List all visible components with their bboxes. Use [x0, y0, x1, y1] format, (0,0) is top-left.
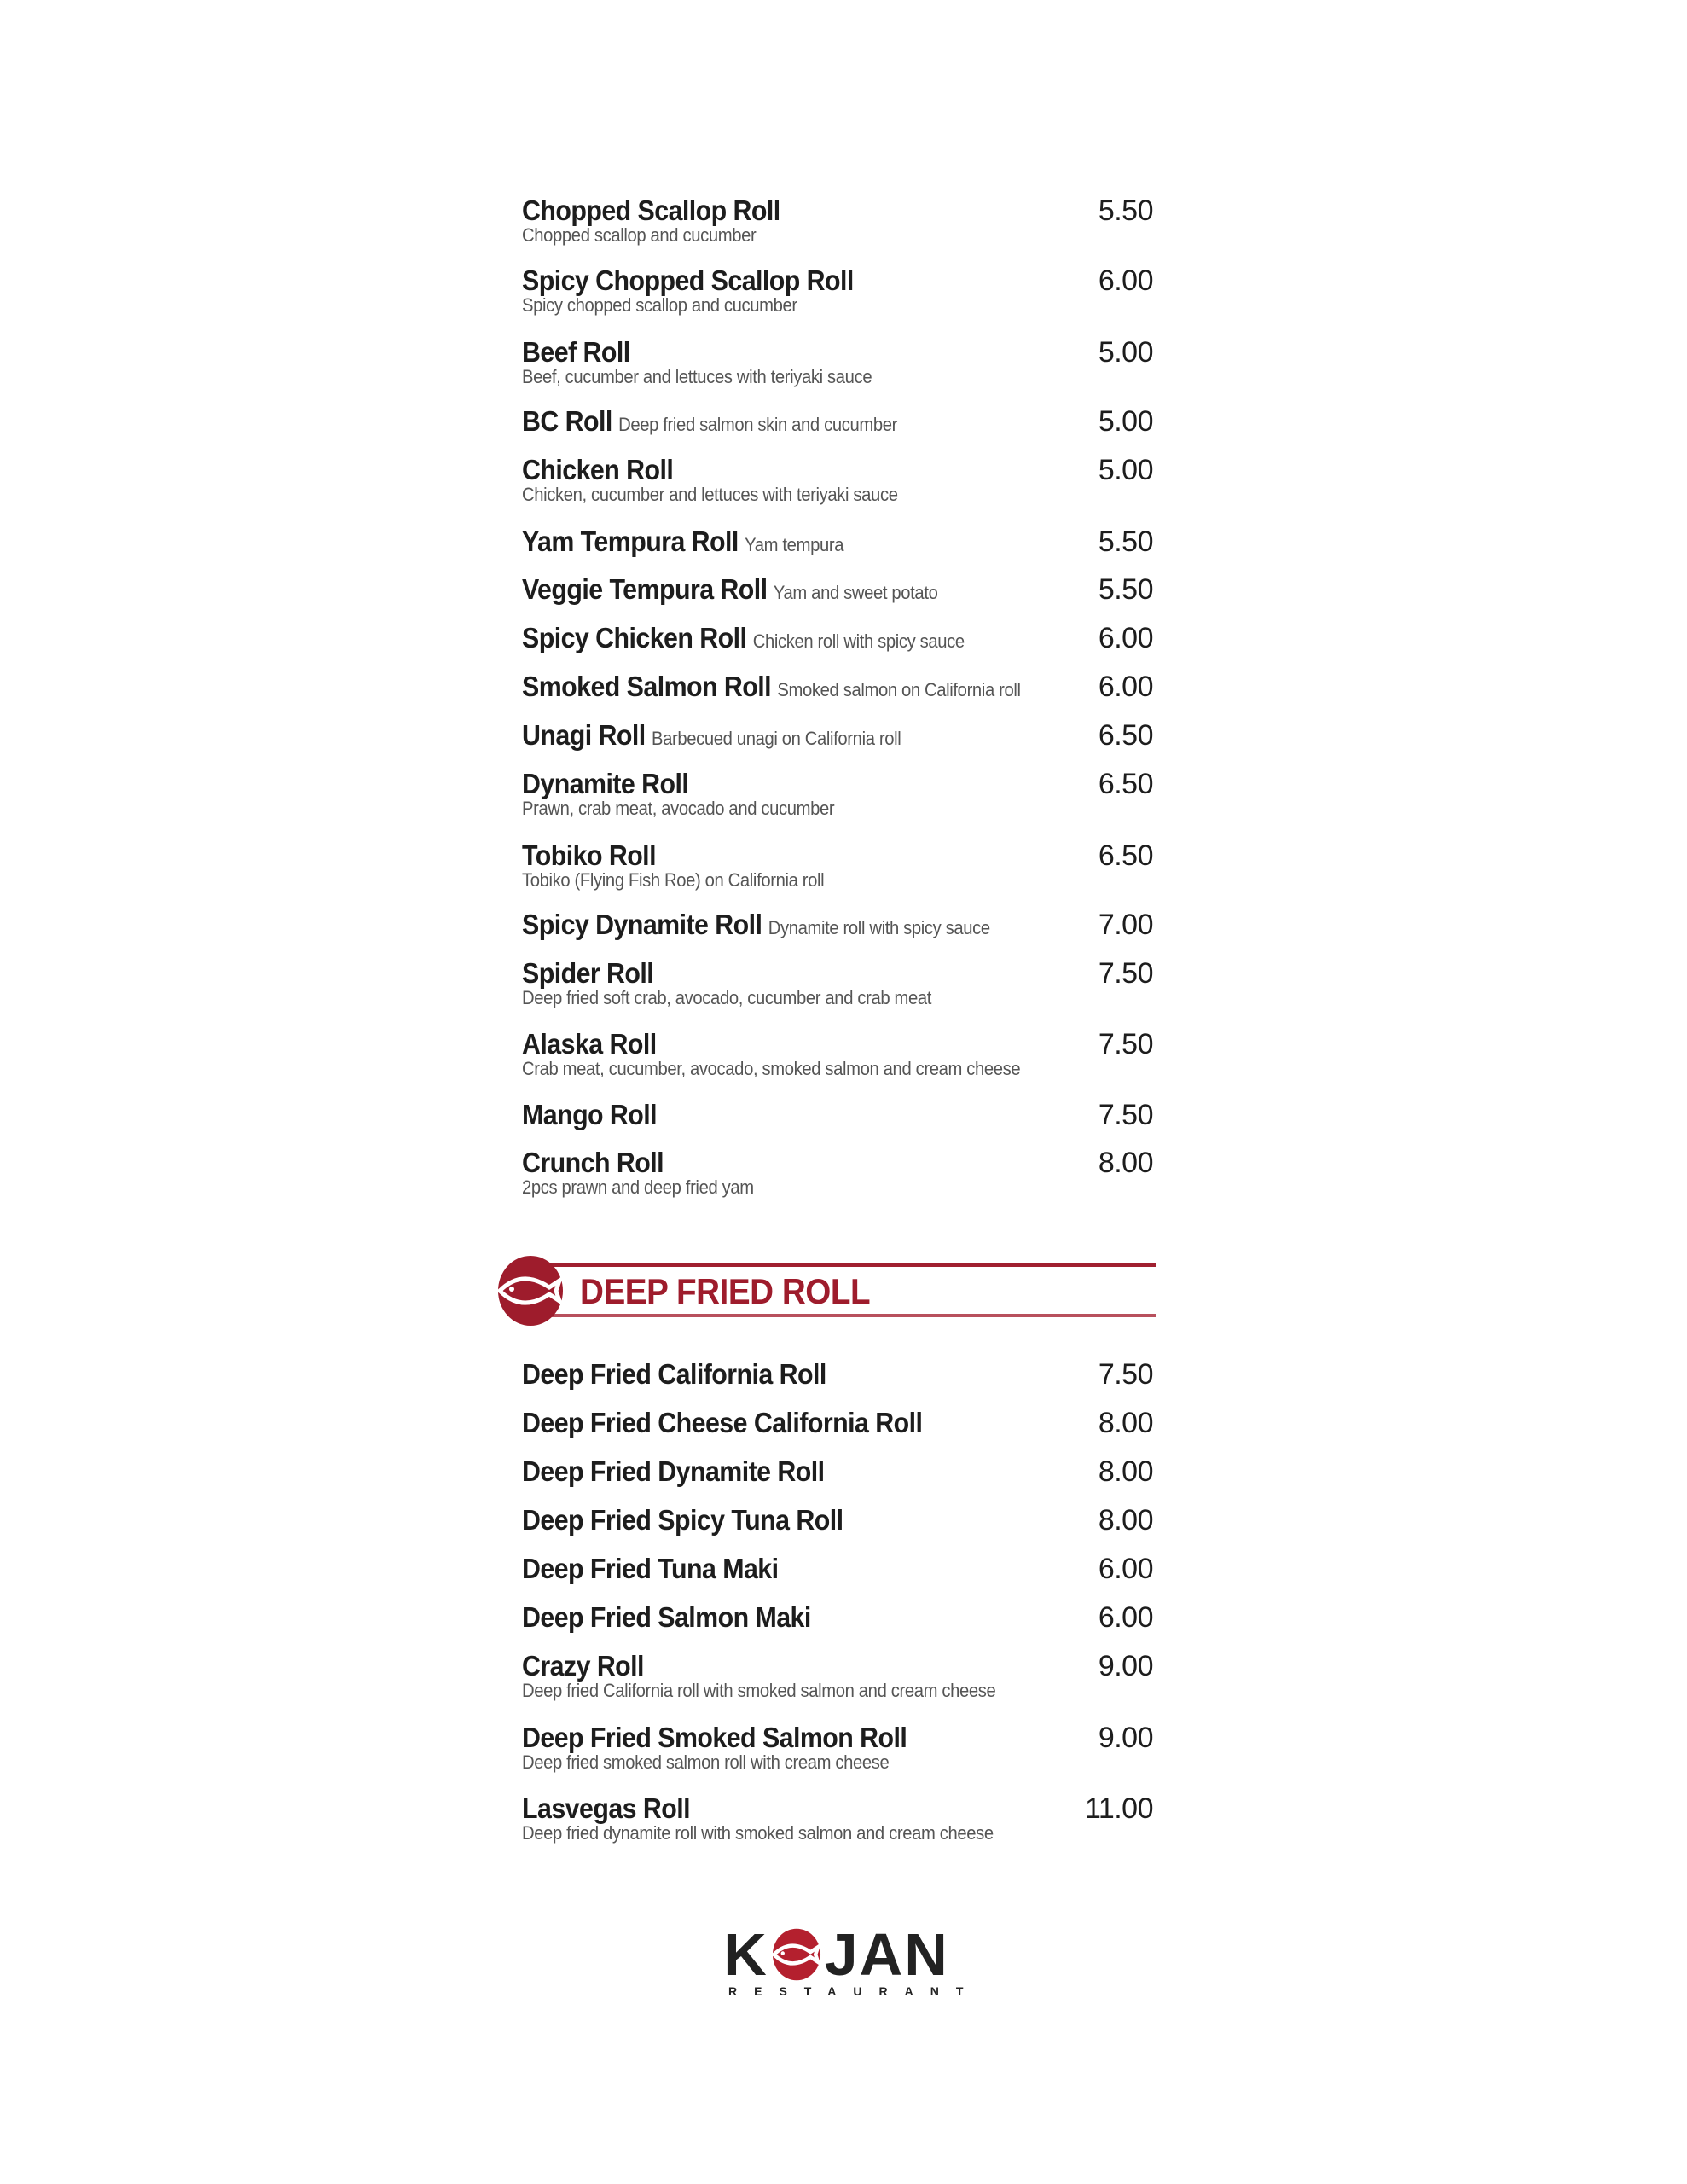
menu-item-row [522, 1722, 1153, 1755]
item-price: 7.50 [1098, 1358, 1153, 1391]
item-name: Deep Fried Salmon Maki [522, 1601, 811, 1633]
menu-item [522, 1504, 1153, 1537]
menu-item [522, 1792, 1153, 1844]
item-price: 7.00 [1098, 909, 1153, 941]
item-price: 8.00 [1098, 1455, 1153, 1488]
item-price: 9.00 [1098, 1722, 1153, 1754]
logo-subtitle: RESTAURANT [728, 1984, 981, 1998]
item-price: 6.50 [1098, 839, 1153, 872]
menu-item-row [522, 1407, 1153, 1440]
item-name: Deep Fried Tuna Maki [522, 1553, 779, 1584]
item-description: Barbecued unagi on California roll [651, 728, 901, 749]
menu-item-row [522, 1099, 1153, 1132]
menu-item [522, 1553, 1153, 1586]
item-price: 8.00 [1098, 1407, 1153, 1439]
menu-item-row [522, 909, 1153, 942]
item-description: Tobiko (Flying Fish Roe) on California roll [522, 869, 825, 891]
item-price: 6.00 [1098, 1601, 1153, 1634]
item-description: Chicken roll with spicy sauce [752, 630, 965, 652]
item-description: Spicy chopped scallop and cucumber [522, 294, 797, 316]
item-price: 6.00 [1098, 1553, 1153, 1585]
menu-item [522, 1358, 1153, 1391]
logo-wordmark: K JAN [723, 1921, 949, 1988]
item-price: 7.50 [1098, 1028, 1153, 1060]
menu-item-row [522, 719, 1153, 752]
restaurant-logo [715, 1921, 981, 2003]
item-name: Dynamite Roll [522, 768, 689, 799]
menu-item-row [522, 454, 1153, 487]
item-description: Prawn, crab meat, avocado and cucumber [522, 798, 835, 819]
menu-item-row [522, 264, 1153, 298]
item-name: Deep Fried Spicy Tuna Roll [522, 1504, 844, 1536]
menu-item [522, 195, 1153, 247]
item-price: 5.50 [1098, 195, 1153, 227]
menu-item [522, 454, 1153, 506]
item-name: Unagi Roll Barbecued unagi on California roll [522, 719, 901, 751]
menu-item-row [522, 1028, 1153, 1061]
item-description: Deep fried soft crab, avocado, cucumber and crab meat [522, 987, 932, 1008]
menu-item [522, 1099, 1153, 1132]
menu-item-row [522, 195, 1153, 228]
menu-item [522, 909, 1153, 942]
menu-item [522, 1722, 1153, 1774]
logo-fish-icon [770, 1928, 823, 1981]
item-name: Spicy Chopped Scallop Roll [522, 264, 854, 296]
item-name: Alaska Roll [522, 1028, 657, 1060]
item-price: 6.00 [1098, 671, 1153, 703]
item-description: Smoked salmon on California roll [777, 679, 1021, 700]
menu-item [522, 1028, 1153, 1080]
item-price: 5.00 [1098, 336, 1153, 369]
item-price: 6.50 [1098, 719, 1153, 752]
item-description: Yam and sweet potato [773, 582, 938, 603]
menu-item-row [522, 336, 1153, 369]
menu-item [522, 768, 1153, 820]
item-description: Chopped scallop and cucumber [522, 224, 757, 246]
item-price: 5.00 [1098, 454, 1153, 486]
item-description: Yam tempura [745, 534, 844, 555]
menu-item-row [522, 1792, 1153, 1826]
item-price: 5.50 [1098, 573, 1153, 606]
menu-item-row [522, 573, 1153, 607]
menu-item [522, 573, 1153, 607]
item-name: Crazy Roll [522, 1650, 644, 1682]
item-name: Mango Roll [522, 1099, 658, 1130]
item-description: Crab meat, cucumber, avocado, smoked salmon and cream cheese [522, 1058, 1021, 1079]
menu-item [522, 1147, 1153, 1199]
item-price: 11.00 [1084, 1792, 1153, 1825]
menu-item [522, 526, 1153, 559]
item-name: Deep Fried Dynamite Roll [522, 1455, 825, 1487]
menu-item [522, 622, 1153, 655]
menu-item [522, 719, 1153, 752]
item-price: 6.00 [1098, 264, 1153, 297]
item-price: 8.00 [1098, 1504, 1153, 1536]
item-name: Spider Roll [522, 957, 654, 989]
menu-item [522, 1455, 1153, 1489]
item-price: 9.00 [1098, 1650, 1153, 1682]
menu-item [522, 1407, 1153, 1440]
item-name: Crunch Roll [522, 1147, 664, 1178]
item-name: Smoked Salmon Roll Smoked salmon on California roll [522, 671, 1021, 702]
item-price: 7.50 [1098, 1099, 1153, 1131]
item-description: Deep fried California roll with smoked salmon and cream cheese [522, 1680, 996, 1701]
menu-item [522, 1650, 1153, 1702]
menu-item-row [522, 1650, 1153, 1683]
item-description: Deep fried dynamite roll with smoked salmon and cream cheese [522, 1822, 994, 1844]
menu-item-row [522, 622, 1153, 655]
item-description: Deep fried smoked salmon roll with cream cheese [522, 1751, 890, 1773]
item-name: Beef Roll [522, 336, 630, 368]
item-name: Lasvegas Roll [522, 1792, 691, 1824]
menu-item [522, 1601, 1153, 1635]
fish-icon [496, 1255, 565, 1327]
item-price: 7.50 [1098, 957, 1153, 990]
menu-item-row [522, 1601, 1153, 1635]
item-price: 8.00 [1098, 1147, 1153, 1179]
menu-item [522, 671, 1153, 704]
menu-item-row [522, 526, 1153, 559]
item-name: BC Roll Deep fried salmon skin and cucumber [522, 405, 898, 437]
menu-item-row [522, 405, 1153, 439]
item-price: 6.00 [1098, 622, 1153, 654]
menu-item [522, 336, 1153, 388]
item-name: Deep Fried Smoked Salmon Roll [522, 1722, 907, 1753]
item-name: Veggie Tempura Roll Yam and sweet potato [522, 573, 938, 605]
menu-item-row [522, 839, 1153, 873]
item-description: Beef, cucumber and lettuces with teriyaki sauce [522, 366, 872, 387]
menu-item-row [522, 1553, 1153, 1586]
menu-item-row [522, 1455, 1153, 1489]
item-description: Deep fried salmon skin and cucumber [618, 414, 898, 435]
section-header-deep-fried [495, 1252, 1156, 1329]
item-description: Dynamite roll with spicy sauce [768, 917, 990, 938]
section-title: DEEP FRIED ROLL [580, 1271, 871, 1311]
header-rule-bottom [529, 1314, 1156, 1317]
menu-item-row [522, 957, 1153, 990]
item-price: 5.50 [1098, 526, 1153, 558]
menu-item-row [522, 671, 1153, 704]
menu-item-row [522, 1358, 1153, 1391]
menu-item [522, 405, 1153, 439]
item-name: Spicy Chicken Roll Chicken roll with spicy sauce [522, 622, 965, 653]
item-name: Tobiko Roll [522, 839, 656, 871]
item-price: 5.00 [1098, 405, 1153, 438]
menu-item-row [522, 768, 1153, 801]
item-name: Chopped Scallop Roll [522, 195, 780, 226]
menu-item [522, 957, 1153, 1009]
item-name: Spicy Dynamite Roll Dynamite roll with spicy sauce [522, 909, 990, 940]
item-name: Chicken Roll [522, 454, 674, 485]
item-description: Chicken, cucumber and lettuces with teriyaki sauce [522, 484, 898, 505]
menu-item [522, 264, 1153, 317]
item-name: Deep Fried California Roll [522, 1358, 826, 1390]
menu-item-row [522, 1147, 1153, 1180]
item-name: Deep Fried Cheese California Roll [522, 1407, 923, 1438]
header-rule-top [529, 1263, 1156, 1267]
menu-item-row [522, 1504, 1153, 1537]
menu-item [522, 839, 1153, 892]
item-name: Yam Tempura Roll Yam tempura [522, 526, 844, 557]
item-description: 2pcs prawn and deep fried yam [522, 1176, 754, 1198]
item-price: 6.50 [1098, 768, 1153, 800]
